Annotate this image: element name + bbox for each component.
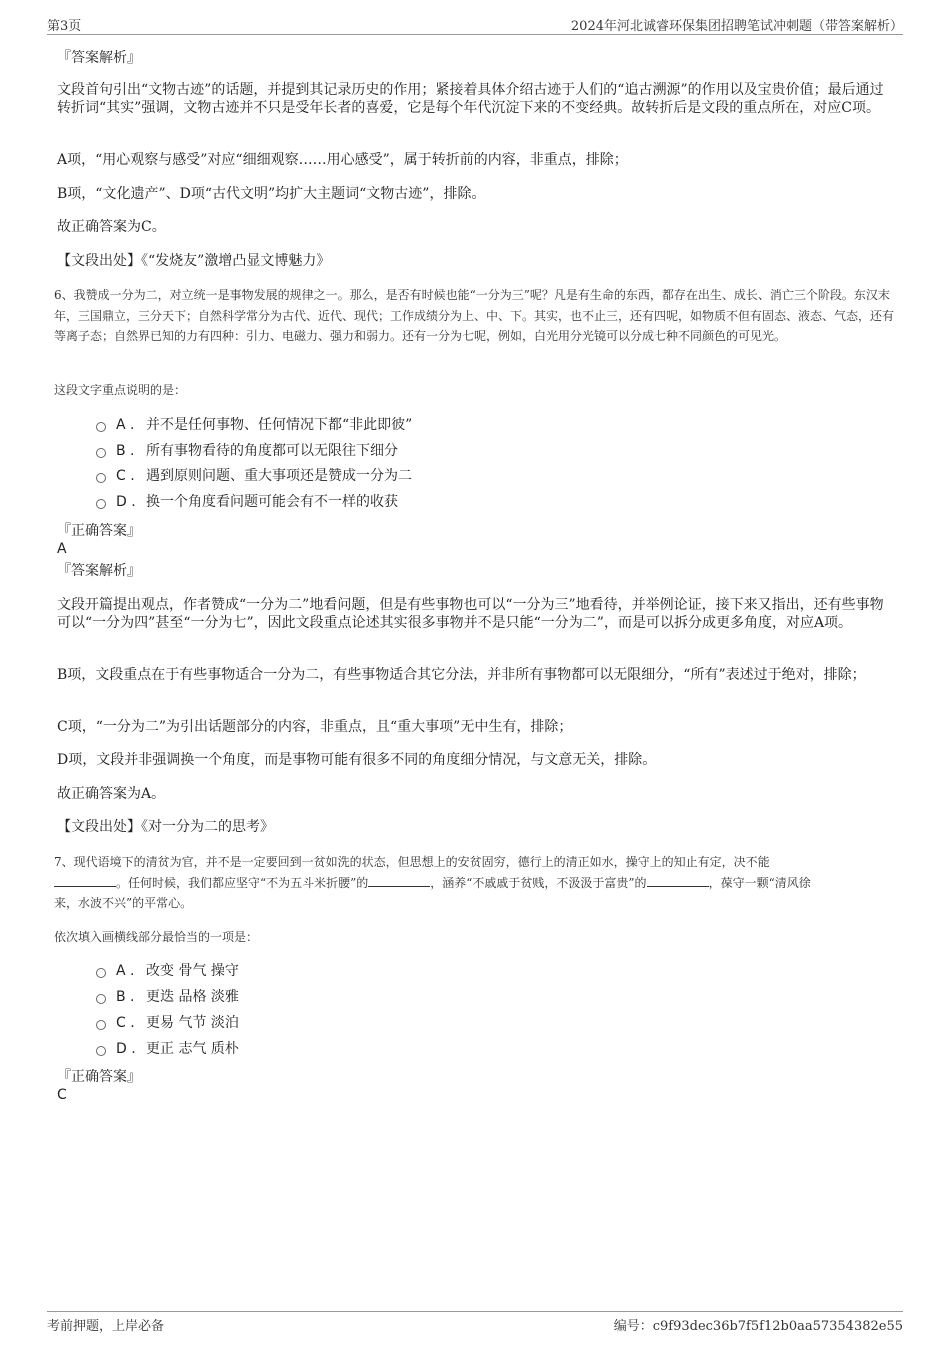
radio-icon[interactable]: [96, 994, 106, 1004]
option-text: 换一个角度看问题可能会有不一样的收获: [146, 494, 398, 510]
page-header: [47, 14, 903, 35]
radio-icon[interactable]: [96, 1020, 106, 1030]
analysis-conclusion: 故正确答案为A。: [57, 786, 166, 802]
option-letter: A .: [116, 963, 135, 979]
radio-icon[interactable]: [96, 422, 106, 432]
analysis-paragraph: 文段开篇提出观点，作者赞成“一分为二”地看问题，但是有些事物也可以“一分为三”地看待，并举例论证，接下来又指出，还有些事物可以“一分为四”甚至“一分为七”，因此文段重点论述其实很多事物并不是只能“一分为二”，而是可以拆分成更多角度，对应A项。: [57, 597, 884, 631]
question-6-text: 6、我赞成一分为二，对立统一是事物发展的规律之一。那么，是否有时候也能“一分为三”呢？凡是有生命的东西，都存在出生、成长、消亡三个阶段。东汉末年，三国鼎立，三分天下；自然科学常分为古代、近代、现代；工作成绩分为上、中、下。其实，也不止三，还有四呢，如物质不但有固态、液态、气态，还有等离子态；自然界已知的力有四种：引力、电磁力、强力和弱力。还有一分为七呢，例如，白光用分光镜可以分成七种不同颜色的可见光。: [54, 288, 895, 343]
question-7-option-a[interactable]: [96, 961, 239, 981]
question-7-segment-a: 。任何时候，我们都应坚守“不为五斗米折腰”的: [116, 875, 369, 890]
page-number: 第3页: [47, 19, 82, 34]
option-letter: D .: [116, 494, 136, 510]
option-text: 更迭 品格 淡雅: [146, 989, 239, 1005]
correct-answer: A: [57, 541, 67, 557]
question-6-option-d[interactable]: [96, 492, 398, 512]
option-letter: B .: [116, 989, 135, 1005]
question-7-option-d[interactable]: [96, 1039, 239, 1059]
option-letter: A .: [116, 417, 135, 433]
option-letter: B .: [116, 443, 135, 459]
passage-source: 【文段出处】《“发烧友”激增凸显文博魅力》: [57, 253, 331, 269]
fill-blank-1: [54, 874, 116, 887]
analysis-option-c: C项，“一分为二”为引出话题部分的内容，非重点，且“重大事项”无中生有，排除；: [57, 719, 573, 735]
fill-blank-3: [647, 874, 709, 887]
option-text: 所有事物看待的角度都可以无限往下细分: [146, 443, 398, 459]
option-letter: C .: [116, 468, 135, 484]
correct-answer-label: 『正确答案』: [57, 523, 141, 539]
analysis-paragraph: 文段首句引出“文物古迹”的话题，并提到其记录历史的作用；紧接着具体介绍古迹于人们的“追古溯源”的作用以及宝贵价值；最后通过转折词“其实”强调，文物古迹并不只是受年长者的喜爱，它是每个年代沉淀下来的不变经典。故转折后是文段的重点所在，对应C项。: [57, 82, 884, 116]
question-7-stem: 依次填入画横线部分最恰当的一项是：: [54, 930, 259, 944]
question-6-stem: 这段文字重点说明的是：: [54, 383, 187, 397]
option-text: 遇到原则问题、重大事项还是赞成一分为二: [146, 468, 412, 484]
question-7-option-b[interactable]: [96, 987, 239, 1007]
radio-icon[interactable]: [96, 448, 106, 458]
question-7-line-1: 7、现代语境下的清贫为官，并不是一定要回到一贫如洗的状态，但思想上的安贫固穷，德行上的清正如水，操守上的知止有定，决不能: [54, 855, 770, 869]
question-6-option-c[interactable]: [96, 466, 412, 486]
analysis-option-b: B项，文段重点在于有些事物适合一分为二，有些事物适合其它分法，并非所有事物都可以无限细分，“所有”表述过于绝对，排除；: [57, 667, 866, 683]
question-6-option-a[interactable]: [96, 415, 412, 435]
option-text: 改变 骨气 操守: [146, 963, 239, 979]
radio-icon[interactable]: [96, 968, 106, 978]
analysis-label: 『答案解析』: [57, 563, 141, 579]
question-7-segment-c: ，葆守一颗“清风徐: [708, 875, 811, 890]
analysis-options-b-d: B项，“文化遗产”、D项“古代文明”均扩大主题词“文物古迹”，排除。: [57, 186, 486, 202]
option-letter: C .: [116, 1015, 135, 1031]
question-7-segment-b: ，涵养“不戚戚于贫贱，不汲汲于富贵”的: [430, 875, 647, 890]
document-id: 编号：c9f93dec36b7f5f12b0aa57354382e55: [613, 1319, 903, 1334]
option-text: 更易 气节 淡泊: [146, 1015, 239, 1031]
option-letter: D .: [116, 1041, 136, 1057]
footer-slogan: 考前押题，上岸必备: [47, 1319, 165, 1334]
radio-icon[interactable]: [96, 1046, 106, 1056]
option-text: 更正 志气 质朴: [146, 1041, 239, 1057]
radio-icon[interactable]: [96, 499, 106, 509]
analysis-conclusion: 故正确答案为C。: [57, 219, 166, 235]
fill-blank-2: [368, 874, 430, 887]
option-text: 并不是任何事物、任何情况下都“非此即彼”: [146, 417, 413, 433]
correct-answer-label: 『正确答案』: [57, 1069, 141, 1085]
radio-icon[interactable]: [96, 473, 106, 483]
analysis-label: 『答案解析』: [57, 50, 141, 66]
correct-answer: C: [57, 1087, 67, 1103]
page-footer: [47, 1311, 903, 1334]
question-7-line-3: 来，水波不兴”的平常心。: [54, 896, 193, 910]
analysis-option-d: D项，文段并非强调换一个角度，而是事物可能有很多不同的角度细分情况，与文意无关，排除。: [57, 752, 657, 768]
question-7-option-c[interactable]: [96, 1013, 239, 1033]
document-title: 2024年河北诚睿环保集团招聘笔试冲刺题（带答案解析）: [570, 19, 903, 34]
passage-source: 【文段出处】《对一分为二的思考》: [57, 819, 274, 835]
question-6-option-b[interactable]: [96, 441, 398, 461]
question-7-text: [54, 852, 896, 914]
analysis-option-a: A项，“用心观察与感受”对应“细细观察……用心感受”，属于转折前的内容，非重点，排除；: [57, 152, 628, 168]
